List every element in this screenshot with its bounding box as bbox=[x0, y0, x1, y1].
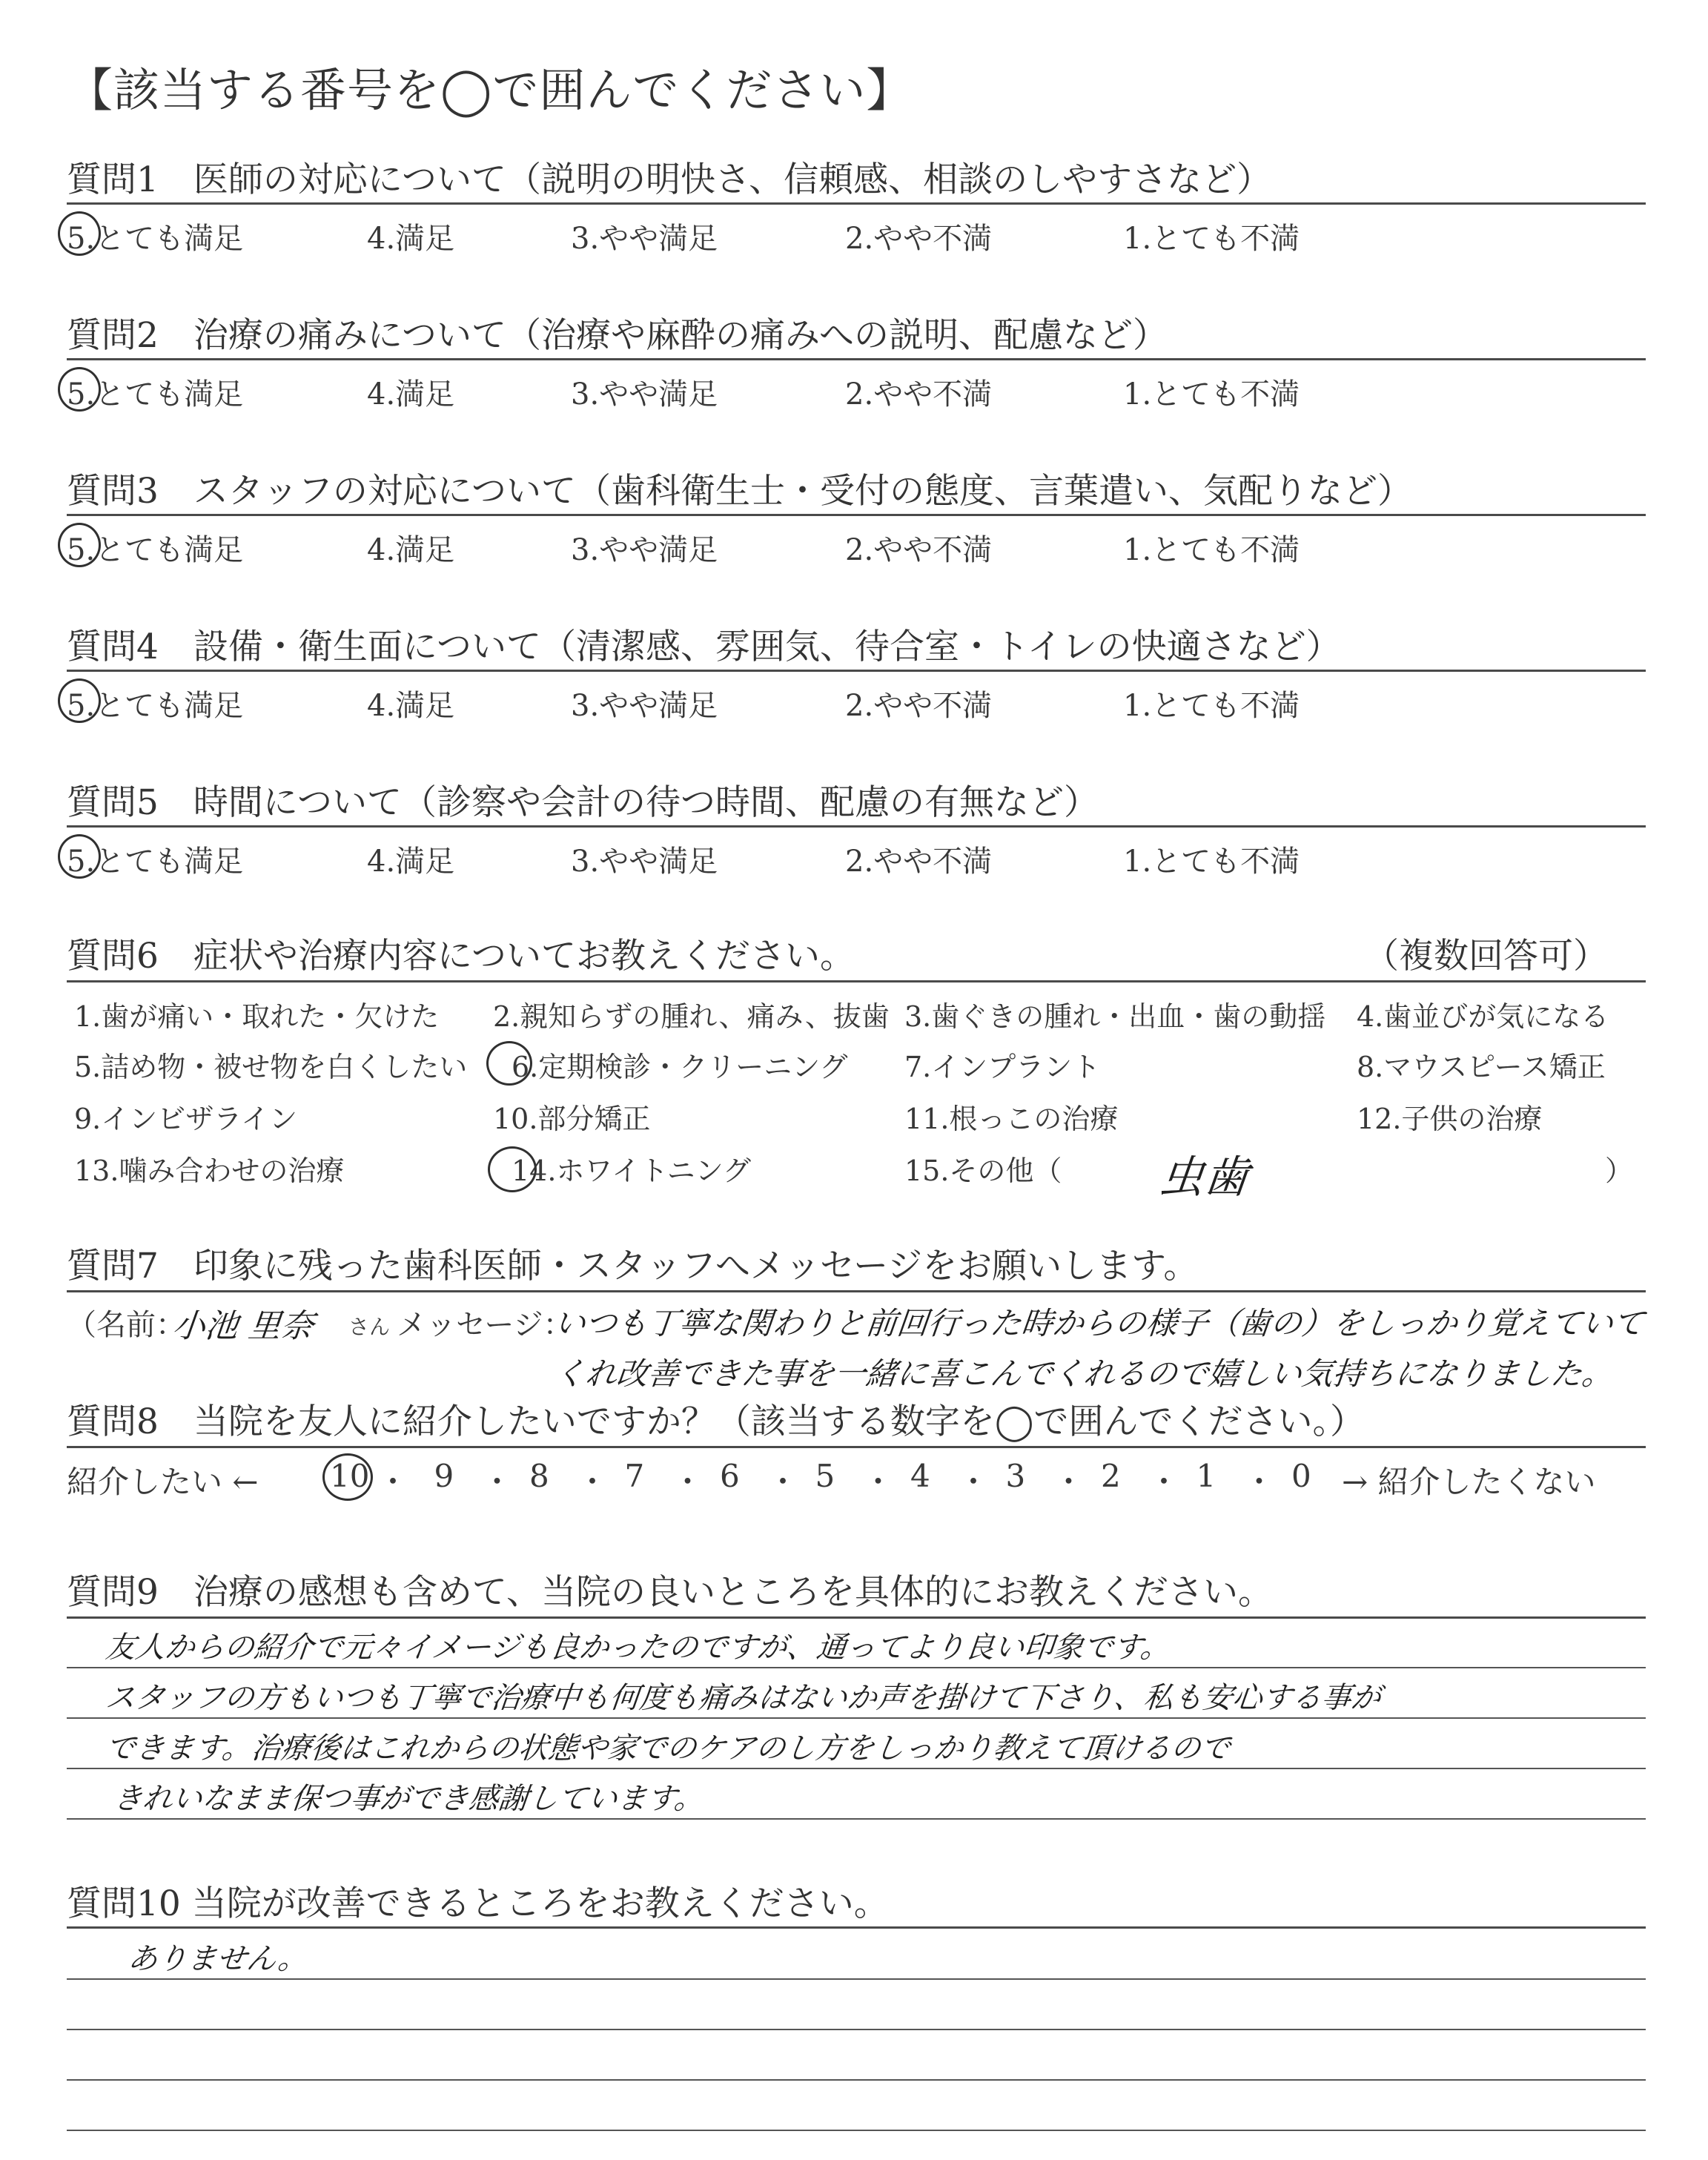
q6-selected-circle-14 bbox=[488, 1146, 537, 1192]
q7-san-label: さん bbox=[348, 1315, 391, 1339]
q6-option-10: 10.部分矯正 bbox=[493, 1103, 651, 1135]
q3-rule bbox=[67, 514, 1646, 516]
q6-option-1: 1.歯が痛い・取れた・欠けた bbox=[74, 1000, 440, 1033]
q9-title: 質問9 治療の感想も含めて、当院の良いところを具体的にお教えください。 bbox=[67, 1572, 1273, 1613]
q10-line-2 bbox=[67, 2029, 1646, 2030]
q6-option-9: 9.インビザライン bbox=[74, 1103, 298, 1135]
q1-option-2: 4.満足 bbox=[367, 222, 455, 256]
q5-option-5: 1.とても不満 bbox=[1123, 845, 1300, 879]
q8-scale-dot: ・ bbox=[1053, 1464, 1085, 1500]
q3-option-2: 4.満足 bbox=[367, 533, 455, 567]
q7-name-value: 小池 里奈 bbox=[171, 1307, 316, 1345]
q4-selected-circle bbox=[58, 678, 101, 723]
q8-right-label: → 紹介したくない bbox=[1342, 1464, 1596, 1500]
q8-scale-7: 7 bbox=[624, 1458, 645, 1494]
q9-ruled-line-1 bbox=[67, 1667, 1646, 1668]
q1-option-3: 3.やや満足 bbox=[571, 222, 718, 256]
q4-option-2: 4.満足 bbox=[367, 689, 455, 723]
q6-option-16: ） bbox=[1605, 1155, 1634, 1187]
q6-option-7: 7.インプラント bbox=[904, 1051, 1101, 1083]
q8-scale-dot: ・ bbox=[1243, 1464, 1275, 1500]
q6-title: 質問6 症状や治療内容についてお教えください。 bbox=[67, 936, 855, 977]
q7-rule bbox=[67, 1290, 1646, 1292]
q8-scale-5: 5 bbox=[815, 1458, 835, 1494]
q2-option-2: 4.満足 bbox=[367, 377, 455, 412]
q2-selected-circle bbox=[58, 367, 101, 412]
q2-option-3: 3.やや満足 bbox=[571, 377, 718, 412]
q8-scale-dot: ・ bbox=[1148, 1464, 1180, 1500]
q8-title: 質問8 当院を友人に紹介したいですか？（該当する数字を◯で囲んでください。） bbox=[67, 1401, 1366, 1442]
q3-selected-circle bbox=[58, 523, 101, 567]
q6-option-13: 13.噛み合わせの治療 bbox=[74, 1155, 345, 1187]
q7-title: 質問7 印象に残った歯科医師・スタッフへメッセージをお願いします。 bbox=[67, 1246, 1199, 1287]
q5-option-1: 5.とても満足 bbox=[67, 845, 244, 879]
q9-rule bbox=[67, 1616, 1646, 1619]
q5-selected-circle bbox=[58, 834, 101, 879]
q2-rule bbox=[67, 358, 1646, 360]
q4-title: 質問4 設備・衛生面について（清潔感、雰囲気、待合室・トイレの快適さなど） bbox=[67, 627, 1341, 667]
q9-ruled-line-3 bbox=[67, 1768, 1646, 1769]
q4-rule bbox=[67, 670, 1646, 672]
q7-name-label: （名前： bbox=[67, 1308, 185, 1342]
q8-scale-8: 8 bbox=[529, 1458, 549, 1494]
q8-scale-0: 0 bbox=[1291, 1458, 1311, 1494]
q2-title: 質問2 治療の痛みについて（治療や麻酔の痛みへの説明、配慮など） bbox=[67, 315, 1168, 356]
q9-answer-line-3: できます。治療後はこれからの状態や家でのケアのし方をしっかり教えて頂けるので bbox=[104, 1731, 1232, 1766]
q5-rule bbox=[67, 825, 1646, 828]
q8-scale-6: 6 bbox=[720, 1458, 740, 1494]
q8-scale-4: 4 bbox=[910, 1458, 930, 1494]
q9-answer-line-1: 友人からの紹介で元々イメージも良かったのですが、通ってより良い印象です。 bbox=[104, 1631, 1172, 1665]
q10-answer: ありません。 bbox=[126, 1942, 310, 1976]
q8-scale-dot: ・ bbox=[862, 1464, 894, 1500]
q6-option-3: 3.歯ぐきの腫れ・出血・歯の動揺 bbox=[904, 1000, 1326, 1033]
q10-line-4 bbox=[67, 2130, 1646, 2131]
q9-ruled-line-4 bbox=[67, 1818, 1646, 1820]
q5-title: 質問5 時間について（診察や会計の待つ時間、配慮の有無など） bbox=[67, 782, 1099, 823]
q8-scale-dot: ・ bbox=[481, 1464, 513, 1500]
q3-option-4: 2.やや不満 bbox=[845, 533, 993, 567]
q2-option-4: 2.やや不満 bbox=[845, 377, 993, 412]
q3-title: 質問3 スタッフの対応について（歯科衛生士・受付の態度、言葉遣い、気配りなど） bbox=[67, 471, 1412, 512]
q5-option-3: 3.やや満足 bbox=[571, 845, 718, 879]
q8-scale-10: 10 bbox=[330, 1458, 370, 1494]
q6-option-15: 15.その他（ bbox=[904, 1155, 1062, 1187]
q7-message-line1: いつも丁寧な関わりと前回行った時からの様子（歯の）をしっかり覚えていて bbox=[552, 1305, 1646, 1341]
q6-option-8: 8.マウスピース矯正 bbox=[1357, 1051, 1606, 1083]
q1-option-1: 5.とても満足 bbox=[67, 222, 244, 256]
q5-option-2: 4.満足 bbox=[367, 845, 455, 879]
q6-option-5: 5.詰め物・被せ物を白くしたい bbox=[74, 1051, 468, 1083]
q10-title: 質問10 当院が改善できるところをお教えください。 bbox=[67, 1883, 889, 1924]
q6-option-6: 6.定期検診・クリーニング bbox=[512, 1051, 848, 1083]
q3-option-3: 3.やや満足 bbox=[571, 533, 718, 567]
q8-scale-dot: ・ bbox=[958, 1464, 990, 1500]
q6-selected-circle-6 bbox=[486, 1041, 532, 1086]
q8-left-label: 紹介したい ← bbox=[67, 1464, 259, 1500]
q3-option-1: 5.とても満足 bbox=[67, 533, 244, 567]
q8-selected-circle bbox=[322, 1453, 373, 1501]
q6-option-14: 14.ホワイトニング bbox=[512, 1155, 752, 1187]
q7-message-line2: くれ改善できた事を一緒に喜こんでくれるので嬉しい気持ちになりました。 bbox=[552, 1355, 1615, 1392]
q8-scale-dot: ・ bbox=[377, 1464, 409, 1500]
q4-option-4: 2.やや不満 bbox=[845, 689, 993, 723]
q6-option-2: 2.親知らずの腫れ、痛み、抜歯 bbox=[493, 1000, 890, 1033]
q9-ruled-line-2 bbox=[67, 1717, 1646, 1719]
q1-title: 質問1 医師の対応について（説明の明快さ、信頼感、相談のしやすさなど） bbox=[67, 159, 1272, 200]
q8-rule bbox=[67, 1446, 1646, 1448]
q4-option-1: 5.とても満足 bbox=[67, 689, 244, 723]
q10-line-1 bbox=[67, 1978, 1646, 1980]
q6-option-11: 11.根っこの治療 bbox=[904, 1103, 1119, 1135]
q8-scale-3: 3 bbox=[1005, 1458, 1026, 1494]
q1-selected-circle bbox=[58, 211, 101, 256]
q10-rule bbox=[67, 1926, 1646, 1929]
q3-option-5: 1.とても不満 bbox=[1123, 533, 1300, 567]
q7-message-label: メッセージ： bbox=[397, 1308, 573, 1342]
q9-answer-line-2: スタッフの方もいつも丁寧で治療中も何度も痛みはないか声を掛けて下さり、私も安心する事が bbox=[104, 1681, 1383, 1715]
q6-other-answer: 虫歯 bbox=[1156, 1152, 1251, 1203]
q8-scale-2: 2 bbox=[1101, 1458, 1121, 1494]
form-header: 【該当する番号を◯で囲んでください】 bbox=[67, 63, 913, 117]
q6-note: （複数回答可） bbox=[1364, 936, 1608, 977]
q4-option-3: 3.やや満足 bbox=[571, 689, 718, 723]
q2-option-5: 1.とても不満 bbox=[1123, 377, 1300, 412]
q8-scale-9: 9 bbox=[434, 1458, 454, 1494]
q8-scale-dot: ・ bbox=[767, 1464, 799, 1500]
q2-option-1: 5.とても満足 bbox=[67, 377, 244, 412]
q1-option-5: 1.とても不満 bbox=[1123, 222, 1300, 256]
q6-rule bbox=[67, 980, 1646, 982]
q10-line-3 bbox=[67, 2079, 1646, 2081]
q4-option-5: 1.とても不満 bbox=[1123, 689, 1300, 723]
q6-option-12: 12.子供の治療 bbox=[1357, 1103, 1543, 1135]
q1-option-4: 2.やや不満 bbox=[845, 222, 993, 256]
q6-option-4: 4.歯並びが気になる bbox=[1357, 1000, 1609, 1033]
q5-option-4: 2.やや不満 bbox=[845, 845, 993, 879]
q8-scale-dot: ・ bbox=[577, 1464, 609, 1500]
q8-scale-dot: ・ bbox=[672, 1464, 704, 1500]
q8-scale-1: 1 bbox=[1196, 1458, 1217, 1494]
q9-answer-line-4: きれいなまま保つ事ができ感謝しています。 bbox=[111, 1782, 706, 1816]
q1-rule bbox=[67, 202, 1646, 205]
